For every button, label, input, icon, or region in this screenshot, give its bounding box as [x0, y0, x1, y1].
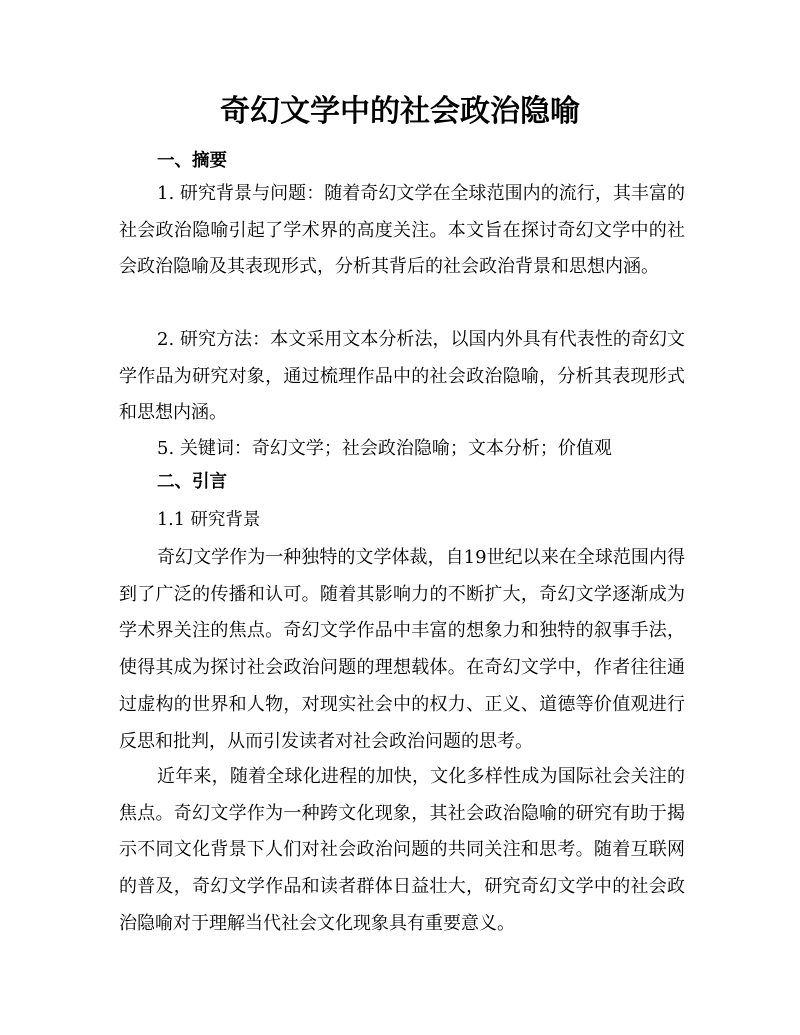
- abstract-paragraph-background: 1. 研究背景与问题：随着奇幻文学在全球范围内的流行，其丰富的社会政治隐喻引起了学术界的高度关注。本文旨在探讨奇幻文学中的社会政治隐喻及其表现形式，分析其背后的社会政治背景和思想内涵。: [119, 183, 685, 278]
- abstract-paragraph-keywords: 5. 关键词：奇幻文学；社会政治隐喻；文本分析；价值观: [157, 438, 612, 459]
- section-heading-abstract: 一、摘要: [157, 151, 227, 171]
- abstract-paragraph-method: 2. 研究方法：本文采用文本分析法，以国内外具有代表性的奇幻文学作品为研究对象，通过梳理作品中的社会政治隐喻，分析其表现形式和思想内涵。: [119, 329, 685, 424]
- intro-paragraph-1: 奇幻文学作为一种独特的文学体裁，自19世纪以来在全球范围内得到了广泛的传播和认可。随着其影响力的不断扩大，奇幻文学逐渐成为学术界关注的焦点。奇幻文学作品中丰富的想象力和独特的叙事手法，使得其成为探讨社会政治问题的理想载体。在奇幻文学中，作者往往通过虚构的世界和人物，对现实社会中的权力、正义、道德等价值观进行反思和批判，从而引发读者对社会政治问题的思考。: [119, 547, 685, 752]
- document-title: 奇幻文学中的社会政治隐喻: [220, 94, 580, 129]
- intro-paragraph-2: 近年来，随着全球化进程的加快，文化多样性成为国际社会关注的焦点。奇幻文学作为一种跨文化现象，其社会政治隐喻的研究有助于揭示不同文化背景下人们对社会政治问题的共同关注和思考。随着互联网的普及，奇幻文学作品和读者群体日益壮大，研究奇幻文学中的社会政治隐喻对于理解当代社会文化现象具有重要意义。: [119, 766, 685, 934]
- section-heading-introduction: 二、引言: [157, 472, 227, 492]
- subsection-heading-background: 1.1 研究背景: [157, 510, 261, 530]
